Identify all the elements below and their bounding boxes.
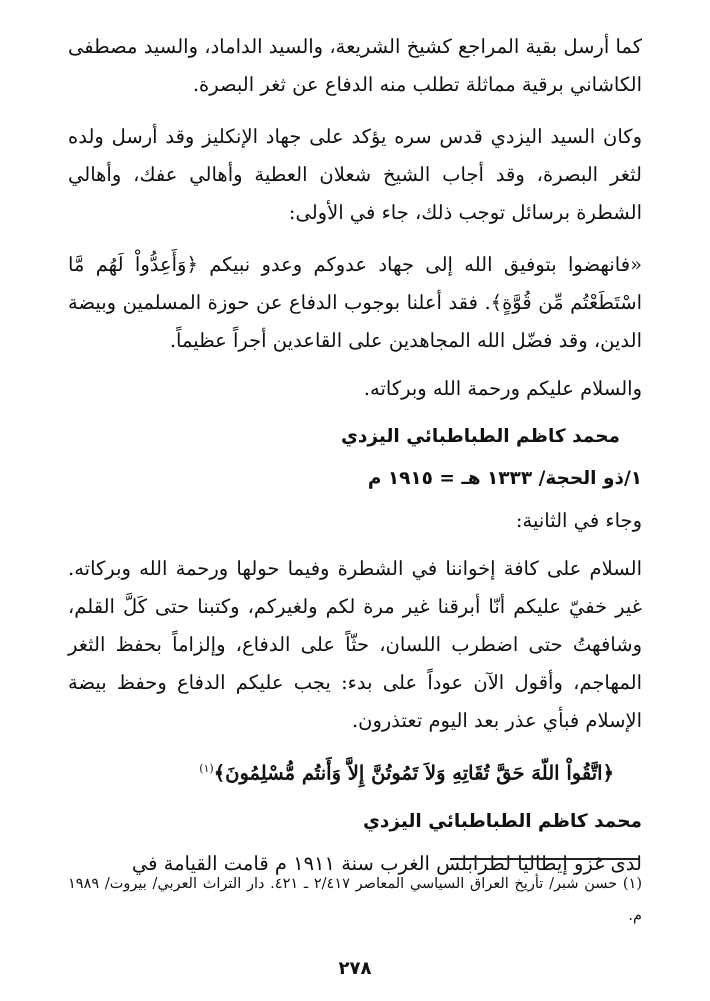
paragraph-yazdi-jihad: وكان السيد اليزدي قدس سره يؤكد على جهاد الإنكليز وقد أرسل ولده لثغر البصرة، وقد أجاب الشيخ شعلان العطية وأهالي عفك، وأهالي الشطرة برسائل توجب ذلك، جاء في الأولى: [68,125,642,224]
quran-verse [68,750,642,793]
footnote: (١) حسن شبر/ تأريخ العراق السياسي المعاصر ٢/٤١٧ ـ ٤٢١. دار التراث العربي/ بيروت/ ١٩٨٩ م. [68,876,642,924]
signature-date-first: ١/ذو الحجة/ ١٣٣٣ هـ = ١٩١٥ م [367,468,642,489]
paragraph-first-letter: «فانهضوا بتوفيق الله إلى جهاد عدوكم وعدو نبيكم ﴿وَأَعِدُّواْ لَهُم مَّا اسْتَطَعْتُم مِّن قُوَّةٍ﴾. فقد أعلنا بوجوب الدفاع عن حوزة المسلمين وبيضة الدين، وقد فضّل الله المجاهدين على القاعدين أجراً عظيماً. [68,253,642,352]
main-text-block [68,28,642,897]
paragraph-italy-invasion: لدى غزو إيطاليا لطرابلس الغرب سنة ١٩١١ م قامت القيامة في [131,851,642,875]
paragraph-second-letter: السلام على كافة إخواننا في الشطرة وفيما حولها ورحمة الله وبركاته. غير خفيّ عليكم أنّا أبرقنا غير مرة لكم ولغيركم، وكتبنا حتى كَلَّ القلم، وشافهتُ حتى اضطرب اللسان، حثّاً على الدفاع، وإلزاماً بحفظ الثغر المهاجم، وأقول الآن عوداً على بدء: يجب عليكم الدفاع وحفظ بيضة الإسلام فبأي عذر بعد اليوم تعتذرون. [68,557,642,732]
paragraph-intro: كما أرسل بقية المراجع كشيخ الشريعة، والسيد الداماد، والسيد مصطفى الكاشاني برقية مماثلة تطلب منه الدفاع عن ثغر البصرة. [68,35,642,96]
paragraph-salutation: والسلام عليكم ورحمة الله وبركاته. [363,377,642,400]
page-number: ٢٧٨ [338,958,372,979]
footnote-separator [450,858,640,860]
paragraph-second-intro: وجاء في الثانية: [515,509,642,532]
footnote-reference: (١) [199,762,214,775]
signature-name-first: محمد كاظم الطباطبائي اليزدي [340,426,620,447]
quran-verse-text: ﴿اتَّقُواْ اللّهَ حَقَّ تُقَاتِهِ وَلاَ تَمُوتُنَّ إِلاَّ وَأَنتُم مُّسْلِمُونَ﴾ [213,761,614,785]
signature-name-second: محمد كاظم الطباطبائي اليزدي [362,810,642,832]
